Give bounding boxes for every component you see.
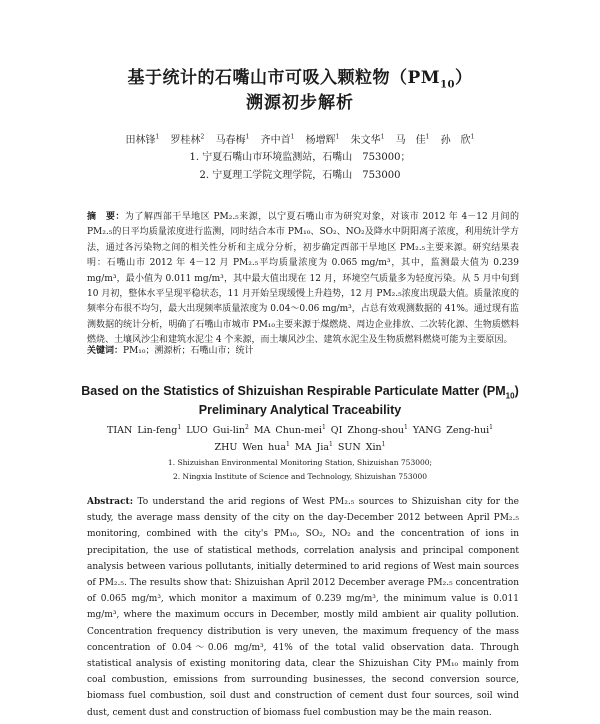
author: YANG Zeng-hui$^1$ bbox=[412, 424, 493, 437]
author: MA Chun-mei$^1$ bbox=[253, 424, 326, 437]
author: 齐中首$^1$ bbox=[260, 134, 295, 147]
chinese-affiliation-2: 2. 宁夏理工学院文理学院，石嘴山 753000 bbox=[199, 170, 401, 181]
author: TIAN Lin-feng$^1$ bbox=[107, 424, 182, 437]
abstract-text: To understand the arid regions of West PM₂.₅ sources to Shizuishan city for the study, the average mass density of the city on the day-December 2012 between April PM₂.₅ monitoring, combined with the city's PM₁₀, SO₂, NO₂ and the concentration of ions in precipitation, the use of statistical methods, correlation analysis and principal component analysis between various pollutants, initially determined to arid regions of West main sources of PM₂.₅. The results show that: Shizuishan April 2012 December average PM₂.₅ concentration of 0.065 mg/m³, which monitor a maximum of 0.239 mg/m³, the minimum value is 0.011 mg/m³, where the maximum occurs in December, mostly mild ambient air quality pollution. Concentration frequency distribution is very uneven, the maximum frequency of the mass concentration of 0.04～0.06 mg/m³, 41% of the total valid observation data. Through statistical analysis of existing monitoring data, clear the Shizuishan City PM₁₀ mainly from coal combustion, emissions from surrounding businesses, the second conversion source, biomass fuel combustion, soil dust and construction of cement dust four sources, soil wind dust, cement dust and construction of biomass fuel combustion may be the main reason. bbox=[87, 497, 519, 718]
author: 杨增辉$^1$ bbox=[305, 134, 340, 147]
author: MA Jia$^1$ bbox=[294, 441, 333, 454]
abstract-label: 摘 要： bbox=[87, 212, 125, 222]
chinese-abstract bbox=[87, 210, 519, 349]
author: 孙 欣$^1$ bbox=[440, 134, 475, 147]
author: 朱文华$^1$ bbox=[350, 134, 385, 147]
author: 马 佳$^1$ bbox=[395, 134, 430, 147]
english-author-list-line2 bbox=[0, 438, 600, 455]
abstract-label: Abstract: bbox=[87, 497, 134, 507]
author: ZHU Wen hua$^1$ bbox=[214, 441, 290, 454]
chinese-title-line2: 溯源初步解析 bbox=[246, 93, 354, 113]
author: 罗桂林$^2$ bbox=[170, 134, 205, 147]
chinese-title-line1: 基于统计的石嘴山市可吸入颗粒物$(PM_{10})$ bbox=[127, 68, 473, 91]
chinese-keywords bbox=[87, 344, 519, 358]
chinese-affiliation-1: 1. 宁夏石嘴山市环境监测站，石嘴山 753000； bbox=[189, 152, 411, 163]
english-affiliation-2: 2. Ningxia Institute of Science and Technology, Shizuishan 753000 bbox=[172, 472, 428, 481]
english-title-line1: Based on the Statistics of Shizuishan Respirable Particulate Matter $(PM_{10})$ bbox=[81, 384, 519, 401]
english-affiliation-1: 1. Shizuishan Environmental Monitoring Station, Shizuishan 753000; bbox=[167, 458, 433, 467]
author: LUO Gui-lin$^2$ bbox=[186, 424, 249, 437]
abstract-text: 为了解西部干旱地区 PM₂.₅来源，以宁夏石嘴山市为研究对象，对该市 2012 年 4－12 月间的 PM₂.₅的日平均质量浓度进行监测，同时结合本市 PM₁₀、SO₂、NO₂及降水中阴阳离子浓度，利用统计学方法，通过各污染物之间的相关性分析和主成分分析，初步确定西部干旱地区 PM₂.₅主要来源。研究结果表明：石嘴山市 2012 年 4－12 月 PM₂.₅平均质量浓度为 0.065 mg/m³，其中，监测最大值为 0.239 mg/m³，最小值为 0.011 mg/m³，其中最大值出现在 12 月，环境空气质量多为轻度污染。从 5 月中旬到 10 月初，整体水平呈现平稳状态，11 月开始呈现缓慢上升趋势，12 月 PM₂.₅浓度出现最大值。质量浓度的频率分布很不均匀，最大出现频率质量浓度为 0.04～0.06 mg/m³，占总有效观测数据的 41%。通过现有监测数据的统计分析，明确了石嘴山市城市 PM₁₀主要来源于煤燃烧、周边企业排放、二次转化源、生物质燃料燃烧、土壤风沙尘和建筑水泥尘 4 个来源，而土壤风沙尘、建筑水泥尘及生物质燃料燃烧可能为主要原因。 bbox=[87, 212, 519, 346]
keywords-text: PM₁₀；溯源析；石嘴山市；统计 bbox=[123, 346, 254, 356]
english-author-list-line1 bbox=[0, 421, 600, 438]
author: 田林锋$^1$ bbox=[125, 134, 160, 147]
author: SUN Xin$^1$ bbox=[337, 441, 386, 454]
english-title-line2: Preliminary Analytical Traceability bbox=[198, 403, 402, 417]
chinese-author-list bbox=[0, 131, 600, 148]
author: 马春梅$^1$ bbox=[215, 134, 250, 147]
keywords-label: 关键词： bbox=[87, 346, 124, 356]
english-abstract bbox=[87, 494, 519, 721]
author: QI Zhong-shou$^1$ bbox=[330, 424, 408, 437]
